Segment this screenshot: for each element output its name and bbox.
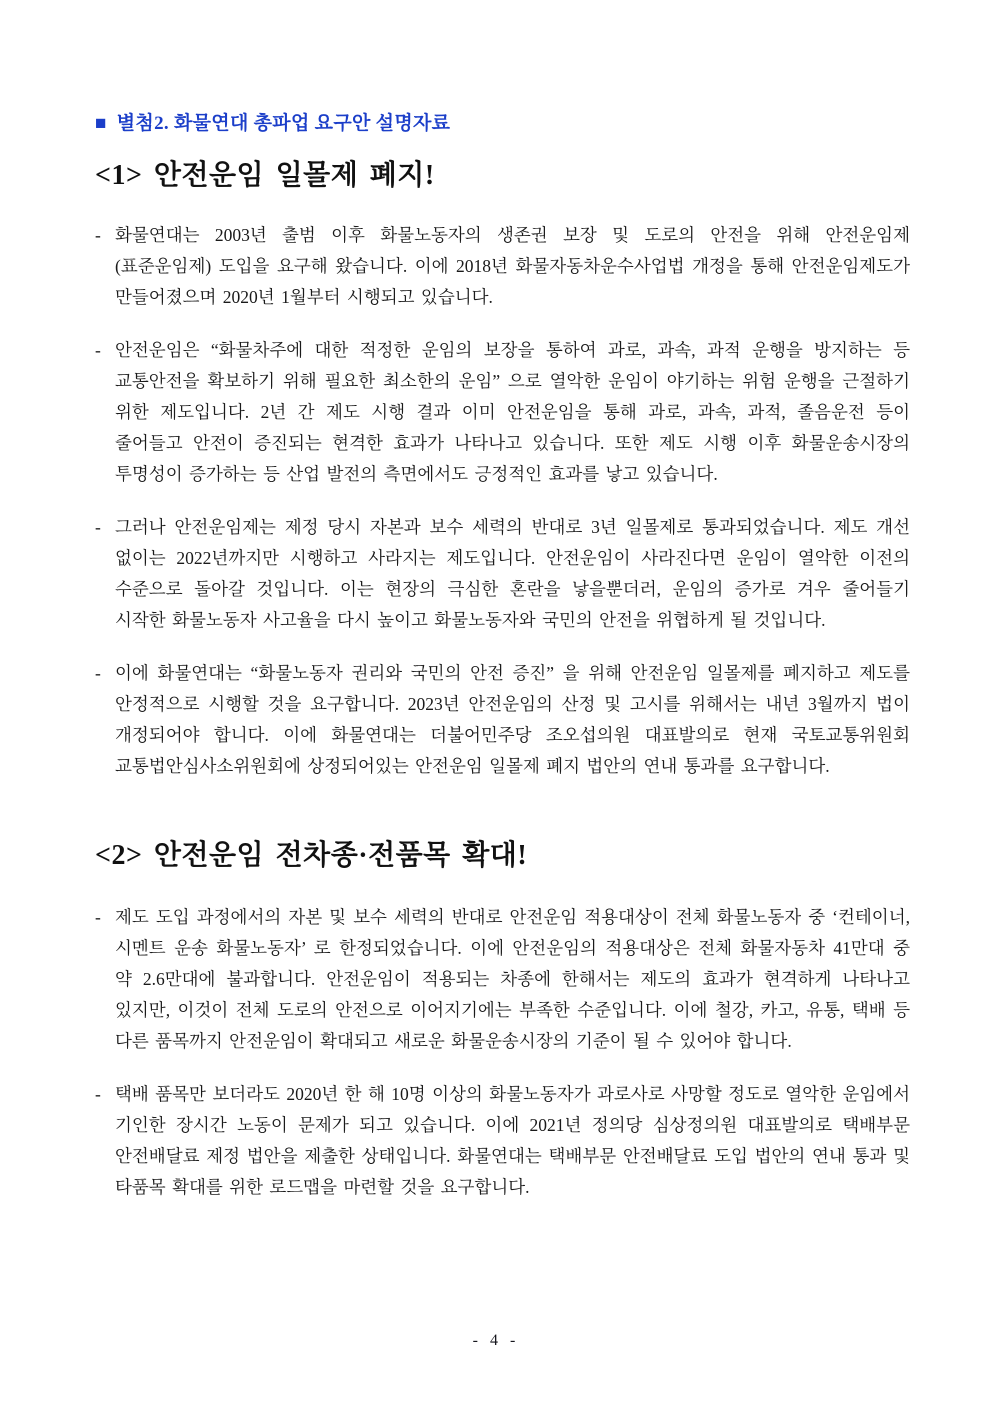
dash-bullet: - xyxy=(95,340,101,360)
dash-bullet: - xyxy=(95,517,101,537)
dash-bullet: - xyxy=(95,663,101,683)
paragraph xyxy=(95,335,910,490)
attachment-title: 별첨2. 화물연대 총파업 요구안 설명자료 xyxy=(116,113,451,134)
paragraph-text: 제도 도입 과정에서의 자본 및 보수 세력의 반대로 안전운임 적용대상이 전체 화물노동자 중 ‘컨테이너, 시멘트 운송 화물노동자’ 로 한정되었습니다. 이에 안전운임의 적용대상은 전체 화물자동차 41만대 중 약 2.6만대에 불과합니다. 안전운임이 적용되는 차종에 한해서는 제도의 효과가 현격하게 나타나고 있지만, 이것이 전체 도로의 안전으로 이어지기에는 부족한 수준입니다. 이에 철강, 카고, 유통, 택배 등 다른 품목까지 안전운임이 확대되고 새로운 화물운송시장의 기준이 될 수 있어야 합니다. xyxy=(115,907,910,1051)
paragraph xyxy=(95,1079,910,1203)
paragraph xyxy=(95,902,910,1057)
dash-bullet: - xyxy=(95,907,101,927)
dash-bullet: - xyxy=(95,1084,101,1104)
paragraph-text: 안전운임은 “화물차주에 대한 적정한 운임의 보장을 통하여 과로, 과속, 과적 운행을 방지하는 등 교통안전을 확보하기 위해 필요한 최소한의 운임” 으로 열악한 운임이 야기하는 위험 운행을 근절하기 위한 제도입니다. 2년 간 제도 시행 결과 이미 안전운임을 통해 과로, 과속, 과적, 졸음운전 등이 줄어들고 안전이 증진되는 현격한 효과가 나타나고 있습니다. 또한 제도 시행 이후 화물운송시장의 투명성이 증가하는 등 산업 발전의 측면에서도 긍정적인 효과를 낳고 있습니다. xyxy=(115,340,910,484)
section-2-heading: <2> 안전운임 전차종·전품목 확대! xyxy=(95,840,528,871)
section-1-heading: <1> 안전운임 일몰제 폐지! xyxy=(95,160,435,191)
dash-bullet: - xyxy=(95,225,101,245)
paragraph-text: 그러나 안전운임제는 제정 당시 자본과 보수 세력의 반대로 3년 일몰제로 통과되었습니다. 제도 개선 없이는 2022년까지만 시행하고 사라지는 제도입니다. 안전운임이 사라진다면 운임이 열악한 이전의 수준으로 돌아갈 것입니다. 이는 현장의 극심한 혼란을 낳을뿐더러, 운임의 증가로 겨우 줄어들기 시작한 화물노동자 사고율을 다시 높이고 화물노동자와 국민의 안전을 위협하게 될 것입니다. xyxy=(115,517,910,630)
blue-square-icon: ■ xyxy=(95,112,107,134)
paragraph-text: 화물연대는 2003년 출범 이후 화물노동자의 생존권 보장 및 도로의 안전을 위해 안전운임제 (표준운임제) 도입을 요구해 왔습니다. 이에 2018년 화물자동차운수사업법 개정을 통해 안전운임제도가 만들어졌으며 2020년 1월부터 시행되고 있습니다. xyxy=(115,225,910,307)
paragraph xyxy=(95,512,910,636)
paragraph-text: 택배 품목만 보더라도 2020년 한 해 10명 이상의 화물노동자가 과로사로 사망할 정도로 열악한 운임에서 기인한 장시간 노동이 문제가 되고 있습니다. 이에 2021년 정의당 심상정의원 대표발의로 택배부문 안전배달료 제정 법안을 제출한 상태입니다. 화물연대는 택배부문 안전배달료 도입 법안의 연내 통과 및 타품목 확대를 위한 로드맵을 마련할 것을 요구합니다. xyxy=(115,1084,910,1197)
page-number: - 4 - xyxy=(472,1332,520,1349)
paragraph xyxy=(95,220,910,313)
paragraph-text: 이에 화물연대는 “화물노동자 권리와 국민의 안전 증진” 을 위해 안전운임 일몰제를 폐지하고 제도를 안정적으로 시행할 것을 요구합니다. 2023년 안전운임의 산정 및 고시를 위해서는 내년 3월까지 법이 개정되어야 합니다. 이에 화물연대는 더불어민주당 조오섭의원 대표발의로 현재 국토교통위원회 교통법안심사소위원회에 상정되어있는 안전운임 일몰제 폐지 법안의 연내 통과를 요구합니다. xyxy=(115,663,910,776)
paragraph xyxy=(95,658,910,782)
attachment-header xyxy=(95,112,910,136)
